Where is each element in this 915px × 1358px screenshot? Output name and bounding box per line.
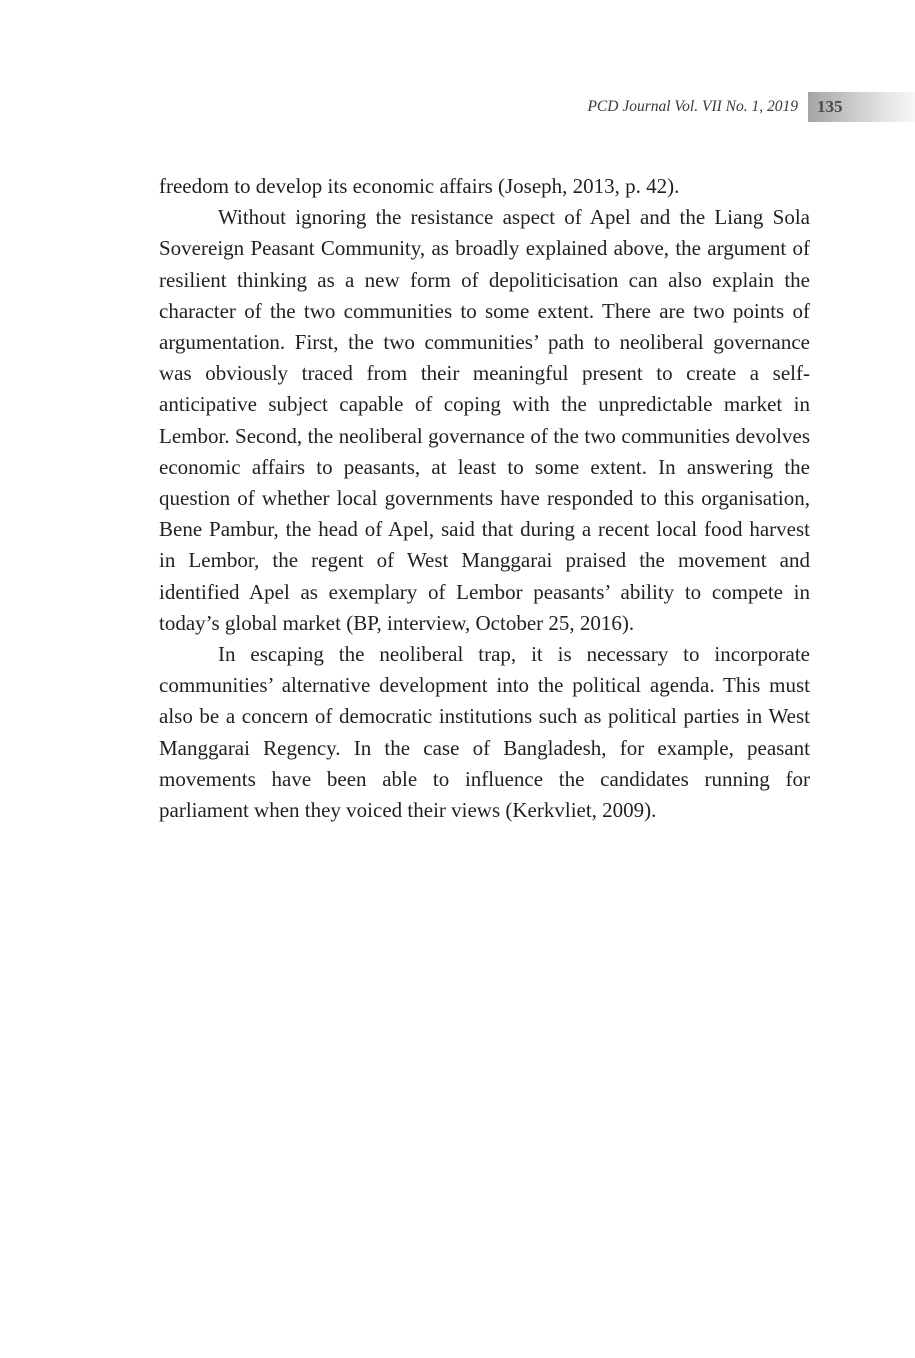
paragraph-resilient-thinking: Without ignoring the resistance aspect of Apel and the Liang Sola Sovereign Peasant Community, as broadly explained above, the argument of resilient thinking as a new form of depoliticisation can also explain the character of the two communities to some extent. There are two points of argumentation. First, the two communities’ path to neoliberal governance was obviously traced from their meaningful present to create a self-anticipative subject capable of coping with the unpredictable market in Lembor. Second, the neoliberal governance of the two communities devolves economic affairs to peasants, at least to some extent. In answering the question of whether local governments have responded to this organisation, Bene Pambur, the head of Apel, said that during a recent local food harvest in Lembor, the regent of West Manggarai praised the movement and identified Apel as exemplary of Lembor peasants’ ability to compete in today’s global market (BP, interview, October 25, 2016).	[159, 205, 810, 635]
paragraph-continuation: freedom to develop its economic affairs (Joseph, 2013, p. 42).	[159, 174, 680, 198]
journal-reference: PCD Journal Vol. VII No. 1, 2019	[587, 98, 798, 115]
page-number: 135	[817, 97, 843, 116]
running-header	[587, 92, 915, 122]
body-text	[159, 171, 810, 826]
paragraph-neoliberal-trap: In escaping the neoliberal trap, it is necessary to incorporate communities’ alternative development into the political agenda. This must also be a concern of democratic institutions such as political parties in West Manggarai Regency. In the case of Bangladesh, for example, peasant movements have been able to influence the candidates running for parliament when they voiced their views (Kerkvliet, 2009).	[159, 642, 810, 823]
page-number-tab	[808, 92, 915, 122]
